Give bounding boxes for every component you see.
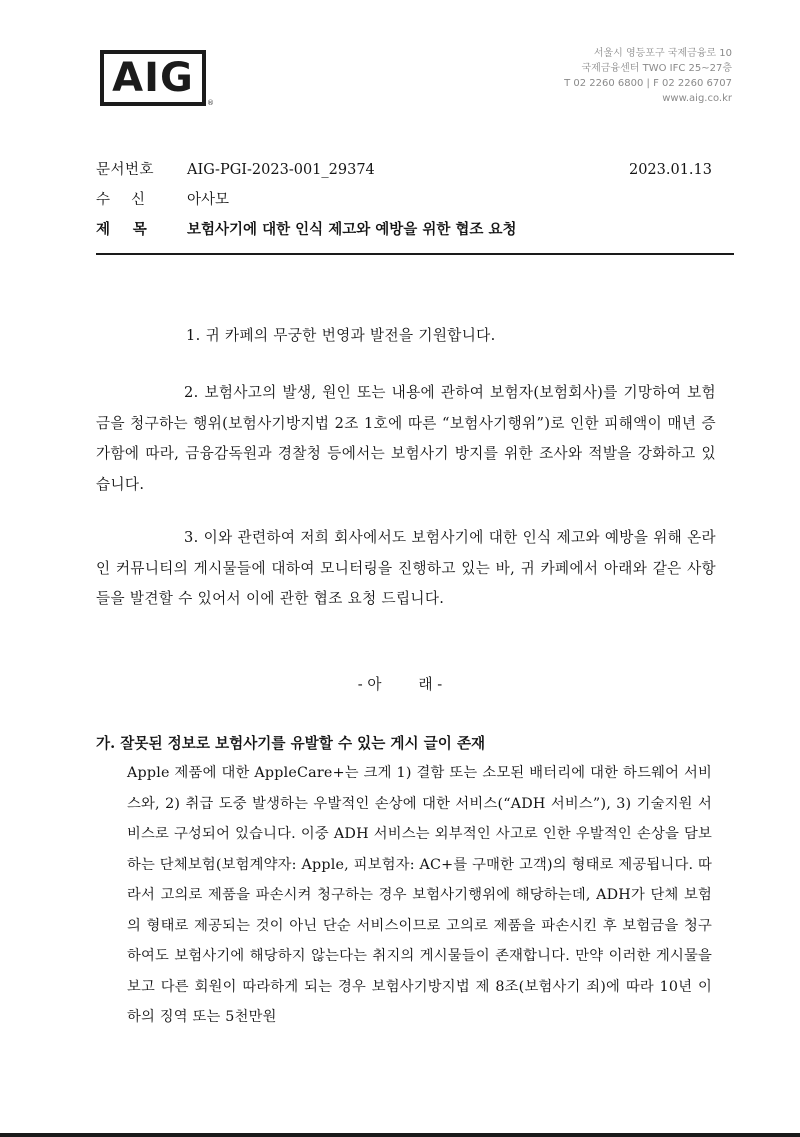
subject-label: 제 목 xyxy=(96,221,148,238)
doc-number-label: 문서번호 xyxy=(96,162,155,178)
subject: 보험사기에 대한 인식 제고와 예방을 위한 협조 요청 xyxy=(187,221,517,238)
page-bottom-edge xyxy=(0,1133,800,1137)
company-address xyxy=(564,46,732,106)
subject-row xyxy=(96,218,712,242)
address-line: 서울시 영등포구 국제금융로 10 xyxy=(593,48,732,59)
paragraph-3: 3. 이와 관련하여 저희 회사에서도 보험사기에 대한 인식 제고와 예방을 위해 온라인 커뮤니티의 게시물들에 대하여 모니터링을 진행하고 있는 바, 귀 카페에서 아래와 같은 사항들을 발견할 수 있어서 이에 관한 협조 요청 드립니다. xyxy=(96,529,716,607)
recipient-label: 수 신 xyxy=(96,192,146,208)
doc-date: 2023.01.13 xyxy=(628,162,712,178)
paragraph-2: 2. 보험사고의 발생, 원인 또는 내용에 관하여 보험자(보험회사)를 기망하여 보험금을 청구하는 행위(보험사기방지법 2조 1호에 따른 “보험사기행위”)로 인한 피해액이 매년 증가함에 따라, 금융감독원과 경찰청 등에서는 보험사기 방지를 위한 조사와 적발을 강화하고 있습니다. xyxy=(96,384,716,493)
address-line: 국제금융센터 TWO IFC 25~27층 xyxy=(581,63,732,74)
aig-logo xyxy=(100,50,206,106)
address-line: T 02 2260 6800 | F 02 2260 6707 xyxy=(564,78,732,89)
doc-number-row xyxy=(96,158,712,182)
paragraph-1: 1. 귀 카페의 무궁한 번영과 발전을 기원합니다. xyxy=(186,327,496,344)
logo-text: AIG xyxy=(112,55,194,101)
notice-heading: - 아 래 - xyxy=(357,676,443,693)
doc-number: AIG-PGI-2023-001_29374 xyxy=(187,162,375,178)
header-divider xyxy=(96,253,734,255)
recipient-row xyxy=(96,188,712,212)
website-url: www.aig.co.kr xyxy=(662,93,732,104)
recipient: 아사모 xyxy=(187,192,230,208)
section-ga-title: 가. 잘못된 정보로 보험사기를 유발할 수 있는 게시 글이 존재 xyxy=(96,735,486,752)
registered-mark: ® xyxy=(207,99,214,107)
section-ga-body: Apple 제품에 대한 AppleCare+는 크게 1) 결함 또는 소모된 배터리에 대한 하드웨어 서비스와, 2) 취급 도중 발생하는 우발적인 손상에 대한 서비스(“ADH 서비스”), 3) 기술지원 서비스로 구성되어 있습니다. 이중 ADH 서비스는 외부적인 사고로 인한 우발적인 손상을 담보하는 단체보험(보험계약자: Apple, 피보험자: AC+를 구매한 고객)의 형태로 제공됩니다. 따라서 고의로 제품을 파손시켜 청구하는 경우 보험사기행위에 해당하는데, ADH가 단체 보험의 형태로 제공되는 것이 아닌 단순 서비스이므로 고의로 제품을 파손시킨 후 보험금을 청구하여도 보험사기에 해당하지 않는다는 취지의 게시물들이 존재합니다. 만약 이러한 게시물을 보고 다른 회원이 따라하게 되는 경우 보험사기방지법 제 8조(보험사기 죄)에 따라 10년 이하의 징역 또는 5천만원 xyxy=(127,765,712,1025)
